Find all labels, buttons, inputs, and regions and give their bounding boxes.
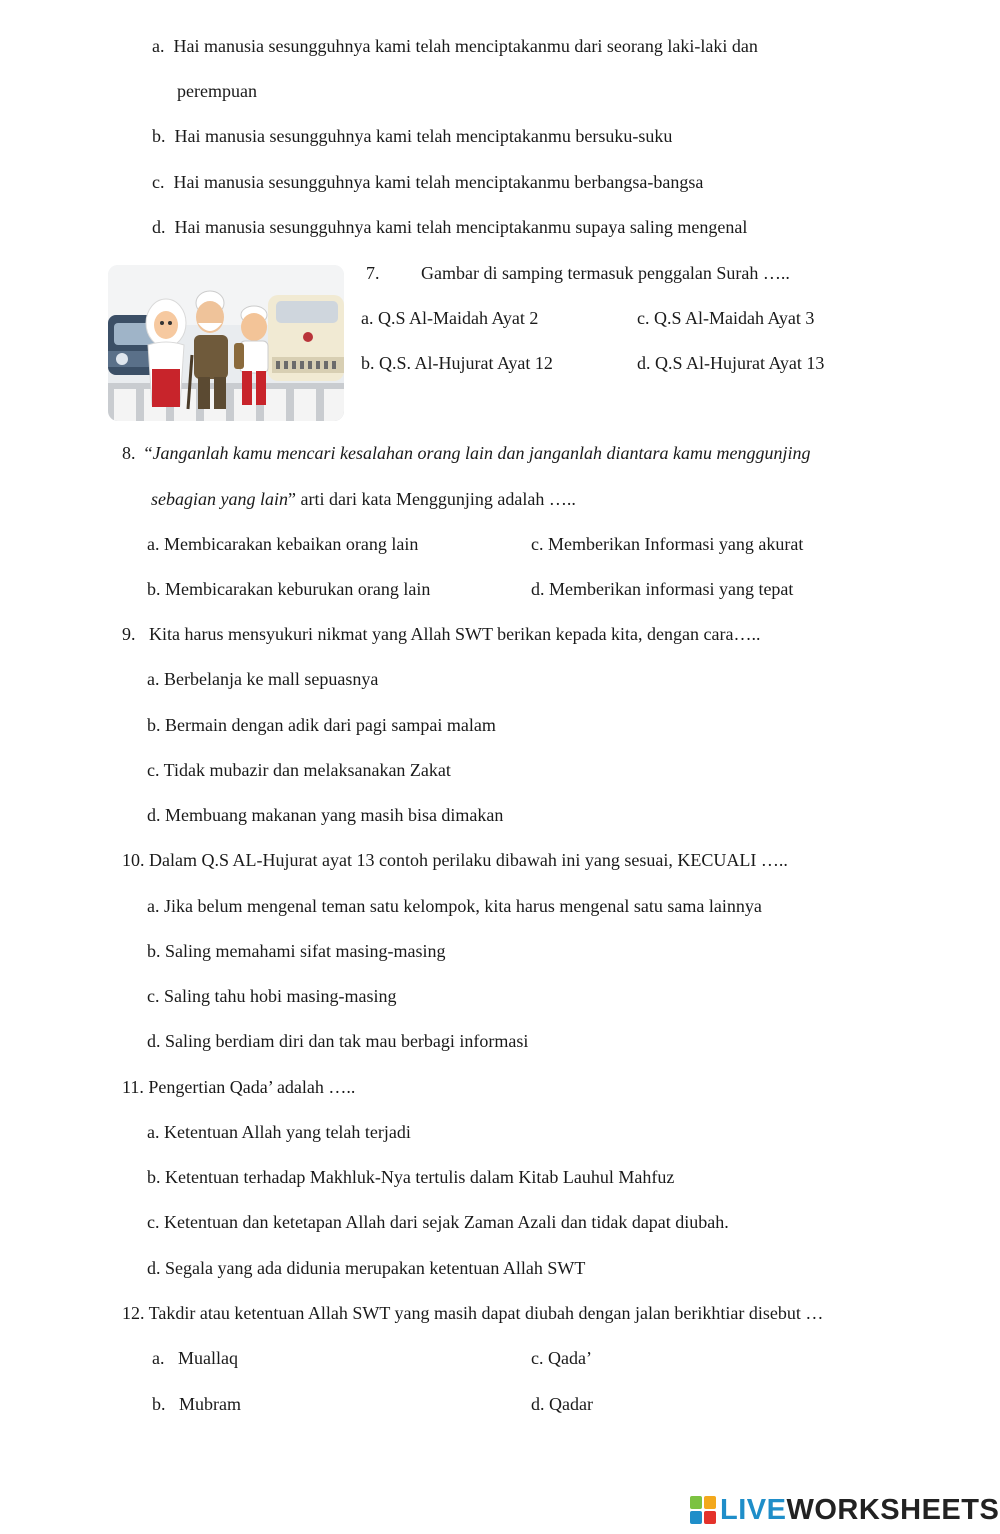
q11-option-d[interactable]: d. Segala yang ada didunia merupakan ketentuan Allah SWT [147, 1258, 586, 1278]
q12-option-c[interactable]: c. Qada’ [531, 1348, 592, 1368]
crossing-illustration-svg [108, 265, 344, 421]
q11-question: 11. Pengertian Qada’ adalah ….. [122, 1077, 356, 1097]
q6-option-a-line1[interactable]: a. Hai manusia sesungguhnya kami telah menciptakanmu dari seorang laki-laki dan [152, 36, 758, 56]
q12-option-a[interactable]: a. Muallaq [152, 1348, 238, 1368]
q9-option-c[interactable]: c. Tidak mubazir dan melaksanakan Zakat [147, 760, 451, 780]
q10-question: 10. Dalam Q.S AL-Hujurat ayat 13 contoh perilaku dibawah ini yang sesuai, KECUALI ….. [122, 850, 788, 870]
q9-option-a[interactable]: a. Berbelanja ke mall sepuasnya [147, 669, 379, 689]
q10-option-d[interactable]: d. Saling berdiam diri dan tak mau berbagi informasi [147, 1031, 529, 1051]
q8-quote-part2: sebagian yang lain [151, 489, 288, 509]
brand-live: LIVE [720, 1493, 787, 1526]
q9-option-b[interactable]: b. Bermain dengan adik dari pagi sampai malam [147, 715, 496, 735]
q8-option-a[interactable]: a. Membicarakan kebaikan orang lain [147, 534, 419, 554]
q6-option-c[interactable]: c. Hai manusia sesungguhnya kami telah menciptakanmu berbangsa-bangsa [152, 172, 704, 192]
q7-question: Gambar di samping termasuk penggalan Surah ….. [421, 263, 790, 283]
q7-option-a[interactable]: a. Q.S Al-Maidah Ayat 2 [361, 308, 539, 328]
q8-question-rest: ” arti dari kata Menggunjing adalah ….. [288, 489, 576, 509]
q8-option-b[interactable]: b. Membicarakan keburukan orang lain [147, 579, 431, 599]
q10-option-b[interactable]: b. Saling memahami sifat masing-masing [147, 941, 446, 961]
q11-option-a[interactable]: a. Ketentuan Allah yang telah terjadi [147, 1122, 411, 1142]
q9-question: 9. Kita harus mensyukuri nikmat yang Allah SWT berikan kepada kita, dengan cara….. [122, 624, 761, 644]
q7-option-d[interactable]: d. Q.S Al-Hujurat Ayat 13 [637, 353, 825, 373]
q7-option-b[interactable]: b. Q.S. Al-Hujurat Ayat 12 [361, 353, 553, 373]
q11-option-c[interactable]: c. Ketentuan dan ketetapan Allah dari sejak Zaman Azali dan tidak dapat diubah. [147, 1212, 729, 1232]
q7-number: 7. [366, 263, 380, 283]
liveworksheets-logo[interactable] [690, 1493, 999, 1527]
q12-question: 12. Takdir atau ketentuan Allah SWT yang masih dapat diubah dengan jalan berikhtiar disebut … [122, 1303, 824, 1323]
liveworksheets-wordmark [720, 1494, 999, 1527]
q8-option-c[interactable]: c. Memberikan Informasi yang akurat [531, 534, 804, 554]
brand-worksheets: WORKSHEETS [786, 1493, 1000, 1526]
q12-option-b[interactable]: b. Mubram [152, 1394, 241, 1414]
q9-option-d[interactable]: d. Membuang makanan yang masih bisa dimakan [147, 805, 504, 825]
q6-option-b[interactable]: b. Hai manusia sesungguhnya kami telah menciptakanmu bersuku-suku [152, 126, 673, 146]
q7-option-c[interactable]: c. Q.S Al-Maidah Ayat 3 [637, 308, 815, 328]
crossing-illustration [108, 265, 344, 421]
q8-question-line1 [122, 442, 810, 464]
q10-option-a[interactable]: a. Jika belum mengenal teman satu kelompok, kita harus mengenal satu sama lainnya [147, 896, 762, 916]
q8-open-quote: “ [144, 443, 153, 463]
q10-option-c[interactable]: c. Saling tahu hobi masing-masing [147, 986, 397, 1006]
q8-option-d[interactable]: d. Memberikan informasi yang tepat [531, 579, 794, 599]
q8-number: 8. [122, 443, 136, 463]
q11-option-b[interactable]: b. Ketentuan terhadap Makhluk-Nya tertulis dalam Kitab Lauhul Mahfuz [147, 1167, 675, 1187]
liveworksheets-blocks-icon [690, 1496, 716, 1524]
q8-question-line2 [151, 488, 576, 510]
q6-option-a-line2[interactable]: perempuan [177, 81, 257, 101]
q12-option-d[interactable]: d. Qadar [531, 1394, 593, 1414]
q8-quote-part1: Janganlah kamu mencari kesalahan orang lain dan janganlah diantara kamu menggunjing [152, 443, 811, 463]
q6-option-d[interactable]: d. Hai manusia sesungguhnya kami telah menciptakanmu supaya saling mengenal [152, 217, 748, 237]
